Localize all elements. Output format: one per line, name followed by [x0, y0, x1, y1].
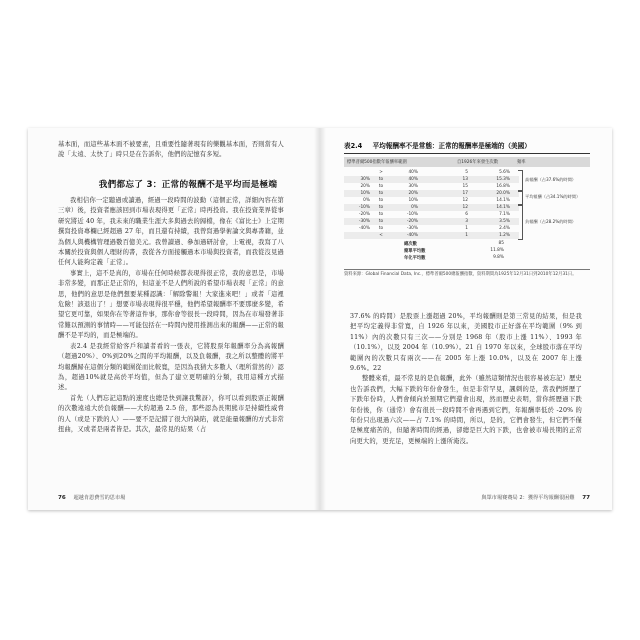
range-low: 30%	[360, 177, 370, 182]
table-title	[344, 140, 590, 154]
range-sep: <	[379, 233, 383, 238]
bracket-label: 高報酬（占37.6%的時間）	[525, 177, 576, 182]
range-high: 40%	[408, 170, 418, 175]
freq-cell: 14.1%	[496, 205, 510, 210]
table-header: 標準普爾500指數年報酬率範圍	[347, 160, 407, 165]
right-footer	[481, 494, 590, 501]
table-header-row	[344, 157, 590, 167]
table-row	[344, 169, 519, 176]
range-sep: to	[378, 226, 384, 231]
summary-row	[404, 248, 519, 254]
summary-value: 11.8%	[490, 248, 504, 253]
range-low: 0%	[363, 198, 370, 203]
right-page	[320, 128, 612, 510]
page-number: 76	[58, 495, 66, 501]
count-cell: 12	[462, 198, 468, 203]
paragraph: 37.6% 的時間）是股票上漲超過 20%，平均報酬則是第三常見的結果，但是我把平均定義得非常寬，自 1926 年以來，美國股市正好落在平均範圍（9% 到 11%）內的次數只有三次——分別是 1968 年（股市上漲 11%）、1993 年（10.1%），以及 2004 年（10.9%）。21 自 1970 年以來，全球股市落在平均範圍內的次數只有兩次——在 2005 年上漲 10.0%，以及在 2007 年上漲 9.6%。22	[350, 313, 582, 373]
table-row	[344, 225, 519, 232]
table-header: 自1926年來發生次數	[457, 160, 499, 165]
table-number: 表2.4	[344, 142, 363, 150]
table-body	[344, 167, 590, 267]
freq-cell: 16.8%	[496, 184, 510, 189]
table-row	[344, 183, 519, 190]
paragraph: 整體來看，最不常見的是負報酬，此外（雖然這類情況也很容易被忘記）歷史也告訴我們，大幅下跌的年份會發生，但是非常罕見，諷刺的是，當我們經歷了下跌年份時，人們會傾向於預期它們還會出現，然而歷史表明，當你經歷過下跌年份後，你（通常）會有很長一段時間不會再遇到它們，年報酬率低於 -20% 的年份只出現過六次——占 7.1% 的時間，所以，是的，它們會發生，但它們不僅是極度痛苦的，但隨著時間的經過，卻總是巨大的下跌，也會被市場長期的正常向更大的，更充足，更極端的上漲所淹沒。	[350, 375, 582, 445]
bracket-negative	[518, 205, 523, 240]
table-row	[344, 211, 519, 218]
range-high: -20%	[406, 219, 418, 224]
count-cell: 17	[462, 191, 468, 196]
range-sep: to	[378, 191, 384, 196]
table-row	[344, 232, 519, 239]
bracket-average	[518, 191, 523, 205]
range-sep: to	[378, 219, 384, 224]
summary-value: 85	[498, 241, 504, 246]
count-cell: 6	[465, 212, 468, 217]
paragraph: 基本面，而這些基本面不被要素，且重要性隨著現有的樂觀基本面，否則當有人說「太遠、太快了」時只是在告訴你，他們的記憶有多短。	[58, 141, 284, 159]
range-high: 0%	[411, 205, 418, 210]
range-high: 10%	[408, 198, 418, 203]
table-row	[344, 218, 519, 225]
count-cell: 3	[465, 219, 468, 224]
summary-label: 年化平均數	[404, 256, 426, 261]
book-spread	[28, 128, 612, 510]
summary-row	[404, 255, 519, 261]
range-high: -30%	[406, 226, 418, 231]
range-high: -10%	[406, 212, 418, 217]
left-footer	[58, 494, 125, 501]
range-sep: to	[378, 177, 384, 182]
paragraph: 事實上，這不是真的，市場在任何時候都表現得很正常，我的意思是，市場非常多變，而那正是正常的，但這並不是人們所說的希望市場表現「正常」的意思，他們的意思是他們想要某種認識：「解除警報！大家進來吧！」或者「這裡危險！該退出了！」想要市場表現得很平穩，他們希望報酬率不要那麼多變，希望它更可靠，如果你在等著這件事，那你會等很長一段時間，因為在市場發著非常難以預測的事情時——可能包括在一時間內使用推測出來的報酬——正常的報酬不是平均的，而是極端的。	[58, 269, 284, 340]
freq-cell: 3.5%	[499, 219, 510, 224]
freq-cell: 15.3%	[496, 177, 510, 182]
freq-cell: 20.0%	[496, 191, 510, 196]
page-number: 77	[582, 495, 590, 501]
range-high: 30%	[408, 184, 418, 189]
running-head: 超越肯恩費雪的思市場	[73, 495, 126, 501]
paragraph: 表2.4 是我經常給客戶和讀者看的一張表，它將股票年報酬率分為高報酬（超過20%）、0%到20%之間的平均報酬，以及負報酬，我之所以整體的將平均報酬歸在這個分類的範圍從而比較寬，是因為我猜大多數人（理所當然的）認為，超過10%就是高於平均值，但為了建立更明確的分類，我用這種方式描述。	[58, 342, 284, 392]
bracket-high	[518, 170, 523, 191]
section-heading: 我們都忘了 3：正常的報酬不是平均而是極端	[98, 180, 278, 190]
summary-label: 總次數	[404, 242, 417, 247]
running-head: 與眾市場賽賽局 2：獲得平均報酬很困難	[481, 495, 575, 501]
freq-cell: 2.4%	[499, 226, 510, 231]
range-sep: to	[378, 198, 384, 203]
range-low: -30%	[358, 219, 370, 224]
count-cell: 1	[465, 233, 468, 238]
freq-cell: 1.2%	[499, 233, 510, 238]
table-row	[344, 190, 519, 197]
table-caption: 平均報酬率不是常態：正常的報酬率是極端的（美國）	[372, 142, 531, 150]
range-high: -40%	[406, 233, 418, 238]
left-page	[28, 128, 320, 510]
table-source: 資料來源：Global Financial Data, Inc.，標準普爾500總報酬指數，資料期間為1925年12月31日到2010年12月31日。	[344, 269, 590, 278]
left-body-text	[58, 196, 284, 435]
paragraph: 我相信你一定聽過或讀過，經過一段時間的波動（這個正常，詳細內容在第三章）後，投資者應該回到市場表現得更「正常」時再投資。我在投資業界從事研究將近 40 年，我未來的職業生涯大多與過去的歸檔，像在《富比士》上定期撰寫投資專欄已經超過 27 年，而且還有持續，我曾寫過學術論文與專書籍，並為個人與機構管理過數百億美元。我曾讀過、參加過研討會，上電視，我寫了八本關於投資與個人理財的書，我從各方面接觸過本市場與投資者，而我從沒見過任何人能夠定義「正常」。	[58, 197, 284, 267]
range-sep: to	[378, 184, 384, 189]
bracket-label: 平均報酬（占34.1%的時間）	[525, 194, 581, 199]
range-low: -10%	[358, 205, 370, 210]
range-sep: >	[379, 170, 383, 175]
returns-table	[344, 140, 590, 278]
freq-cell: 14.1%	[496, 198, 510, 203]
table-header: 頻率	[517, 160, 526, 165]
summary-label: 簡單平均數	[404, 249, 426, 254]
count-cell: 5	[465, 170, 468, 175]
count-cell: 1	[465, 226, 468, 231]
range-sep: to	[378, 205, 384, 210]
range-sep: to	[378, 212, 384, 217]
range-low: 10%	[360, 191, 370, 196]
count-cell: 12	[462, 205, 468, 210]
range-low: 20%	[360, 184, 370, 189]
summary-value: 9.8%	[493, 255, 504, 260]
table-row	[344, 197, 519, 204]
range-low: -40%	[358, 226, 370, 231]
count-cell: 13	[462, 177, 468, 182]
range-high: 20%	[408, 191, 418, 196]
table-row	[344, 204, 519, 211]
left-top-text	[58, 140, 284, 161]
right-body-text	[350, 312, 582, 447]
paragraph: 首先（人們忘記這點的速度也總是快到讓我驚訝），你可以看到股票正報酬的次數遠遠大於負報酬——大約超過 2.5 倍，那些認為長期熊市是持續性威脅的人（或是下跌的人）——要不是記錯了很大的缺陷，就是能量報酬的方式非常扭曲，又或者是兩者皆是。其次，最常見的結果（占	[58, 394, 284, 433]
count-cell: 15	[462, 184, 468, 189]
table-row	[344, 176, 519, 183]
summary-row	[404, 241, 519, 247]
range-low: -20%	[358, 212, 370, 217]
freq-cell: 5.6%	[499, 170, 510, 175]
book-gutter	[314, 128, 326, 510]
range-high: 40%	[408, 177, 418, 182]
bracket-label: 負報酬（占28.2%的時間）	[525, 219, 576, 224]
freq-cell: 7.1%	[499, 212, 510, 217]
